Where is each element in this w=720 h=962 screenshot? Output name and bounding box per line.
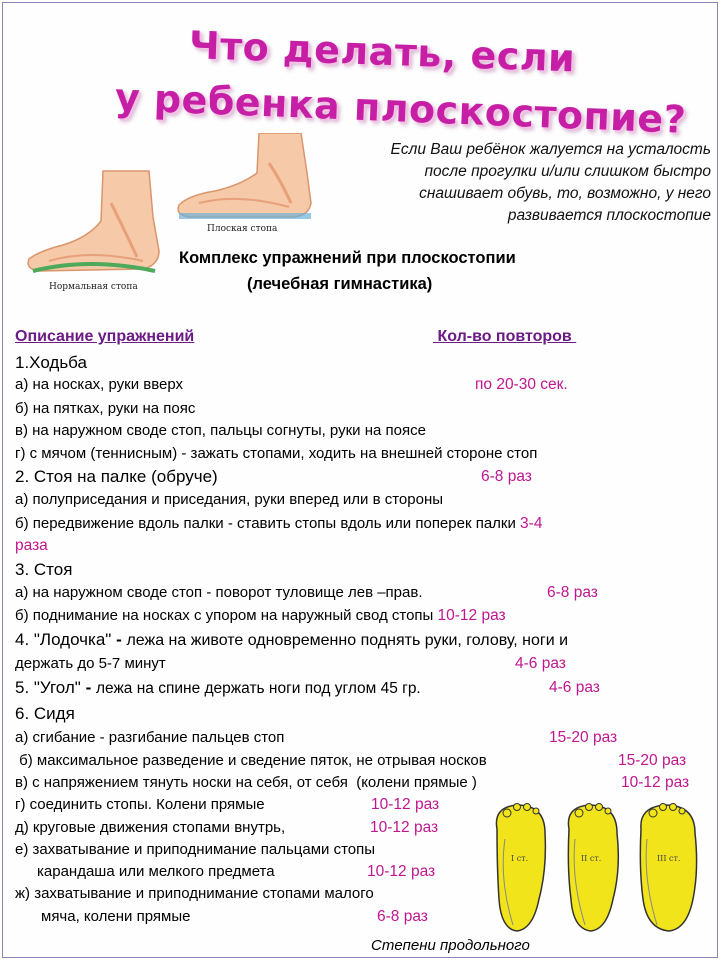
intro-line: развивается плоскостопие [507,207,711,224]
page [2,2,718,958]
exercise-reps: по 20-30 сек. [475,376,568,393]
reps-column-header: Кол-во повторов [433,328,577,345]
exercise-6b [15,751,687,771]
exercise-6d [15,818,439,838]
description-column-header: Описание упражнений [15,328,195,345]
exercise-4-cont [15,654,566,674]
heading-line-2: (лечебная гимнастика) [247,275,433,293]
exercise-text: б) поднимание на носках с упором на наружный свод стопы [15,607,434,624]
exercise-reps: 15-20 раз [549,729,618,746]
title-line-2: у ребенка плоскостопие? [114,75,688,142]
stage-label: I ст. [511,854,529,863]
heading-line-1: Комплекс упражнений при плоскостопии [179,249,516,267]
exercise-title-text: 2. Стоя на палке (обруче) [15,467,218,486]
intro-line: снашивает обувь, то, возможно, у него [419,185,711,202]
exercise-2-title [15,467,532,487]
footprint-stage-1 [496,804,545,932]
exercise-4 [15,630,568,651]
normal-foot-caption: Нормальная стопа [49,282,138,292]
column-headers [15,327,577,347]
exercise-reps: 10-12 раз [370,819,439,836]
footprint-stage-3 [640,804,696,932]
exercise-text: г) соединить стопы. Колени прямые [15,796,265,813]
exercise-title-text: 5. "Угол" [15,678,81,697]
exercise-6e: е) захватывание и приподнимание пальцами стопы [15,841,376,858]
exercise-reps: 6-8 раз [547,584,598,601]
exercise-1a [15,375,568,395]
exercise-reps: 10-12 раз [367,863,436,880]
exercise-3b [15,606,506,626]
exercise-dash: - [111,630,127,649]
exercise-6zh-cont [41,907,428,927]
exercise-6a [15,728,618,748]
exercise-2b [15,514,542,534]
exercise-5 [15,678,600,699]
title-line-1: Что делать, если [188,23,577,81]
flat-foot-caption: Плоская стопа [207,224,278,234]
exercise-reps: 10-12 раз [437,607,506,624]
exercise-1v: в) на наружном своде стоп, пальцы согнуты, руки на поясе [15,422,426,439]
exercise-text: лежа на спине держать ноги под углом 45 гр. [95,680,421,697]
exercise-1g: г) с мячом (теннисным) - зажать стопами, ходить на внешней стороне стоп [15,445,538,462]
foot-illustration [19,133,319,293]
stage-label: II ст. [581,854,602,863]
stage-label: III ст. [657,854,681,863]
exercise-reps: 3-4 [520,515,543,532]
exercise-text: а) сгибание - разгибание пальцев стоп [15,729,285,746]
exercise-3a [15,583,598,603]
exercise-6v [15,773,690,793]
exercise-reps: 15-20 раз [618,752,687,769]
exercise-text: лежа на животе одновременно поднять руки, голову, ноги и [126,632,569,649]
exercise-reps: 6-8 раз [377,908,428,925]
exercise-text: а) на носках, руки вверх [15,376,184,393]
exercise-reps: 10-12 раз [371,796,440,813]
exercise-reps: 6-8 раз [481,468,532,485]
exercise-text: держать до 5-7 минут [15,655,166,672]
intro-line: после прогулки и/или слишком быстро [424,163,711,180]
exercise-2a: а) полуприседания и приседания, руки вперед или в стороны [15,491,444,508]
exercise-reps: 4-6 раз [515,655,566,672]
bottom-caption: Степени продольного [371,937,530,954]
exercise-6e-cont [37,862,436,882]
exercise-6g [15,795,440,815]
normal-foot-image [28,171,159,292]
exercise-text: а) на наружном своде стоп - поворот туловище лев –прав. [15,584,423,601]
footprint-stages-illustration [483,799,713,937]
exercise-dash: - [80,678,96,697]
exercise-text: в) с напряжением тянуть носки на себя, от себя (колени прямые ) [15,774,477,791]
exercise-6zh: ж) захватывание и приподнимание стопами малого [15,885,374,902]
exercise-1b: б) на пятках, руки на пояс [15,400,196,417]
exercise-title-text: 4. "Лодочка" [15,630,112,649]
exercise-text: б) максимальное разведение и сведение пяток, не отрывая носков [15,752,487,769]
exercise-3-title: 3. Стоя [15,560,73,579]
intro-text [311,139,711,227]
exercise-2b-reps-cont: раза [15,537,48,554]
exercise-1-title: 1.Ходьба [15,353,87,372]
exercise-reps: 10-12 раз [621,774,690,791]
exercise-text: б) передвижение вдоль палки - ставить стопы вдоль или поперек палки [15,515,516,532]
exercise-text: д) круговые движения стопами внутрь, [15,819,286,836]
exercise-text: карандаша или мелкого предмета [37,863,275,880]
flat-foot-image [178,133,311,234]
intro-line: Если Ваш ребёнок жалуется на усталость [390,141,711,158]
exercise-6-title: 6. Сидя [15,704,75,723]
exercise-text: мяча, колени прямые [41,908,191,925]
footprint-stage-2 [568,804,618,932]
exercise-reps: 4-6 раз [549,679,600,696]
